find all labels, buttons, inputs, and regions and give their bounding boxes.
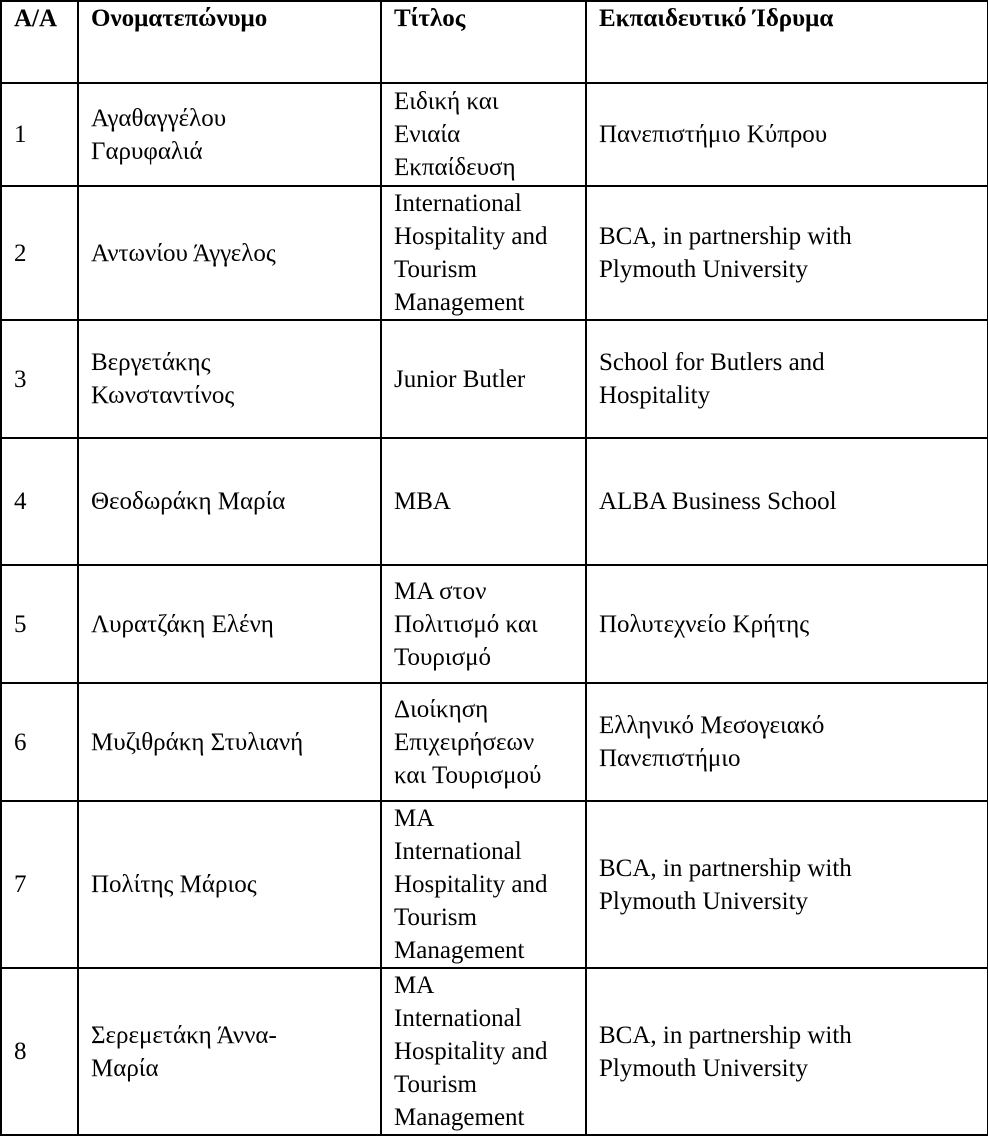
cell-name xyxy=(78,565,381,683)
cell-name-line: Πολίτης Μάριος xyxy=(91,871,257,898)
cell-name-line: Λυρατζάκη Ελένη xyxy=(91,610,274,638)
cell-name xyxy=(78,186,381,320)
cell-title-line: Ενιαία xyxy=(394,121,461,148)
cell-name-line: Σερεμετάκη Άννα- xyxy=(91,1021,277,1049)
cell-title-line: International xyxy=(394,190,522,217)
cell-title-line: Tourism xyxy=(394,904,477,931)
cell-title-line: Επιχειρήσεων xyxy=(394,728,535,756)
cell-name xyxy=(78,801,381,968)
cell-name xyxy=(78,683,381,801)
cell-institution-line: Plymouth University xyxy=(599,887,809,915)
cell-number: 3 xyxy=(1,320,78,438)
cell-institution-line: ALBA Business School xyxy=(599,488,837,515)
cell-institution-line: Πανεπιστήμιο Κύπρου xyxy=(599,121,828,148)
cell-title-line: MA xyxy=(394,805,435,832)
cell-title xyxy=(381,565,586,683)
cell-title xyxy=(381,438,586,565)
header-name: Ονοματεπώνυμο xyxy=(78,1,381,83)
table-row xyxy=(1,83,988,186)
cell-institution xyxy=(586,83,988,186)
header-number: Α/Α xyxy=(1,1,78,83)
cell-institution xyxy=(586,683,988,801)
cell-institution-line: Ελληνικό Μεσογειακό xyxy=(599,712,825,739)
cell-title-line: Tourism xyxy=(394,1071,477,1098)
cell-number: 1 xyxy=(1,83,78,186)
cell-title-line: και Τουρισμού xyxy=(394,761,542,789)
cell-name-line: Αντωνίου Άγγελος xyxy=(91,239,276,267)
cell-institution-line: Plymouth University xyxy=(599,256,809,283)
cell-title xyxy=(381,683,586,801)
cell-title xyxy=(381,968,586,1135)
cell-title-line: Hospitality and xyxy=(394,1038,548,1065)
cell-name-line: Μυζιθράκη Στυλιανή xyxy=(91,728,304,756)
cell-name-line: Αγαθαγγέλου xyxy=(91,104,227,132)
cell-title-line: Εκπαίδευση xyxy=(394,154,516,181)
cell-institution-line: Plymouth University xyxy=(599,1054,809,1082)
cell-institution-line: Πολυτεχνείο Κρήτης xyxy=(599,610,810,638)
cell-institution-line: School for Butlers and xyxy=(599,349,825,376)
table-row xyxy=(1,438,988,565)
header-title: Τίτλος xyxy=(381,1,586,83)
cell-name xyxy=(78,438,381,565)
cell-institution-line: BCA, in partnership with xyxy=(599,1021,852,1049)
cell-number: 8 xyxy=(1,968,78,1135)
cell-title-line: MA xyxy=(394,972,435,999)
cell-title-line: MA στον xyxy=(394,577,487,605)
cell-title-line: Ειδική και xyxy=(394,88,499,115)
cell-title-line: MBA xyxy=(394,488,451,515)
cell-institution xyxy=(586,565,988,683)
cell-institution xyxy=(586,186,988,320)
cell-title-line: International xyxy=(394,838,522,865)
cell-title-line: Management xyxy=(394,937,525,964)
cell-name xyxy=(78,83,381,186)
table-row xyxy=(1,320,988,438)
cell-title xyxy=(381,320,586,438)
cell-institution xyxy=(586,801,988,968)
cell-title-line: Hospitality and xyxy=(394,223,548,250)
cell-institution xyxy=(586,968,988,1135)
header-institution: Εκπαιδευτικό Ίδρυμα xyxy=(586,1,988,83)
cell-name-line: Κωνσταντίνος xyxy=(91,382,235,409)
cell-title xyxy=(381,83,586,186)
cell-title-line: Management xyxy=(394,289,525,316)
cell-title xyxy=(381,801,586,968)
cell-number: 6 xyxy=(1,683,78,801)
cell-title-line: Junior Butler xyxy=(394,365,526,393)
table-body xyxy=(1,83,988,1135)
cell-name-line: Βεργετάκης xyxy=(91,349,211,376)
cell-title xyxy=(381,186,586,320)
cell-title-line: Hospitality and xyxy=(394,871,548,898)
cell-institution-line: BCA, in partnership with xyxy=(599,854,852,882)
table-row xyxy=(1,801,988,968)
cell-title-line: Tourism xyxy=(394,256,477,283)
cell-title-line: Management xyxy=(394,1104,525,1131)
table-row xyxy=(1,565,988,683)
cell-number: 4 xyxy=(1,438,78,565)
cell-title-line: Πολιτισμό και xyxy=(394,610,538,638)
cell-name-line: Γαρυφαλιά xyxy=(91,137,203,165)
cell-institution-line: Πανεπιστήμιο xyxy=(599,745,741,772)
cell-title-line: International xyxy=(394,1005,522,1032)
cell-number: 5 xyxy=(1,565,78,683)
table-row xyxy=(1,968,988,1135)
cell-institution xyxy=(586,320,988,438)
cell-institution-line: BCA, in partnership with xyxy=(599,223,852,250)
cell-title-line: Τουρισμό xyxy=(394,643,492,671)
cell-number: 2 xyxy=(1,186,78,320)
cell-name-line: Θεοδωράκη Μαρία xyxy=(91,488,286,515)
cell-institution-line: Hospitality xyxy=(599,382,711,409)
table-row xyxy=(1,683,988,801)
cell-title-line: Διοίκηση xyxy=(394,695,489,723)
cell-name xyxy=(78,320,381,438)
cell-name-line: Μαρία xyxy=(91,1054,159,1082)
table-row xyxy=(1,186,988,320)
cell-institution xyxy=(586,438,988,565)
cell-name xyxy=(78,968,381,1135)
table-header-row xyxy=(1,1,988,83)
cell-number: 7 xyxy=(1,801,78,968)
